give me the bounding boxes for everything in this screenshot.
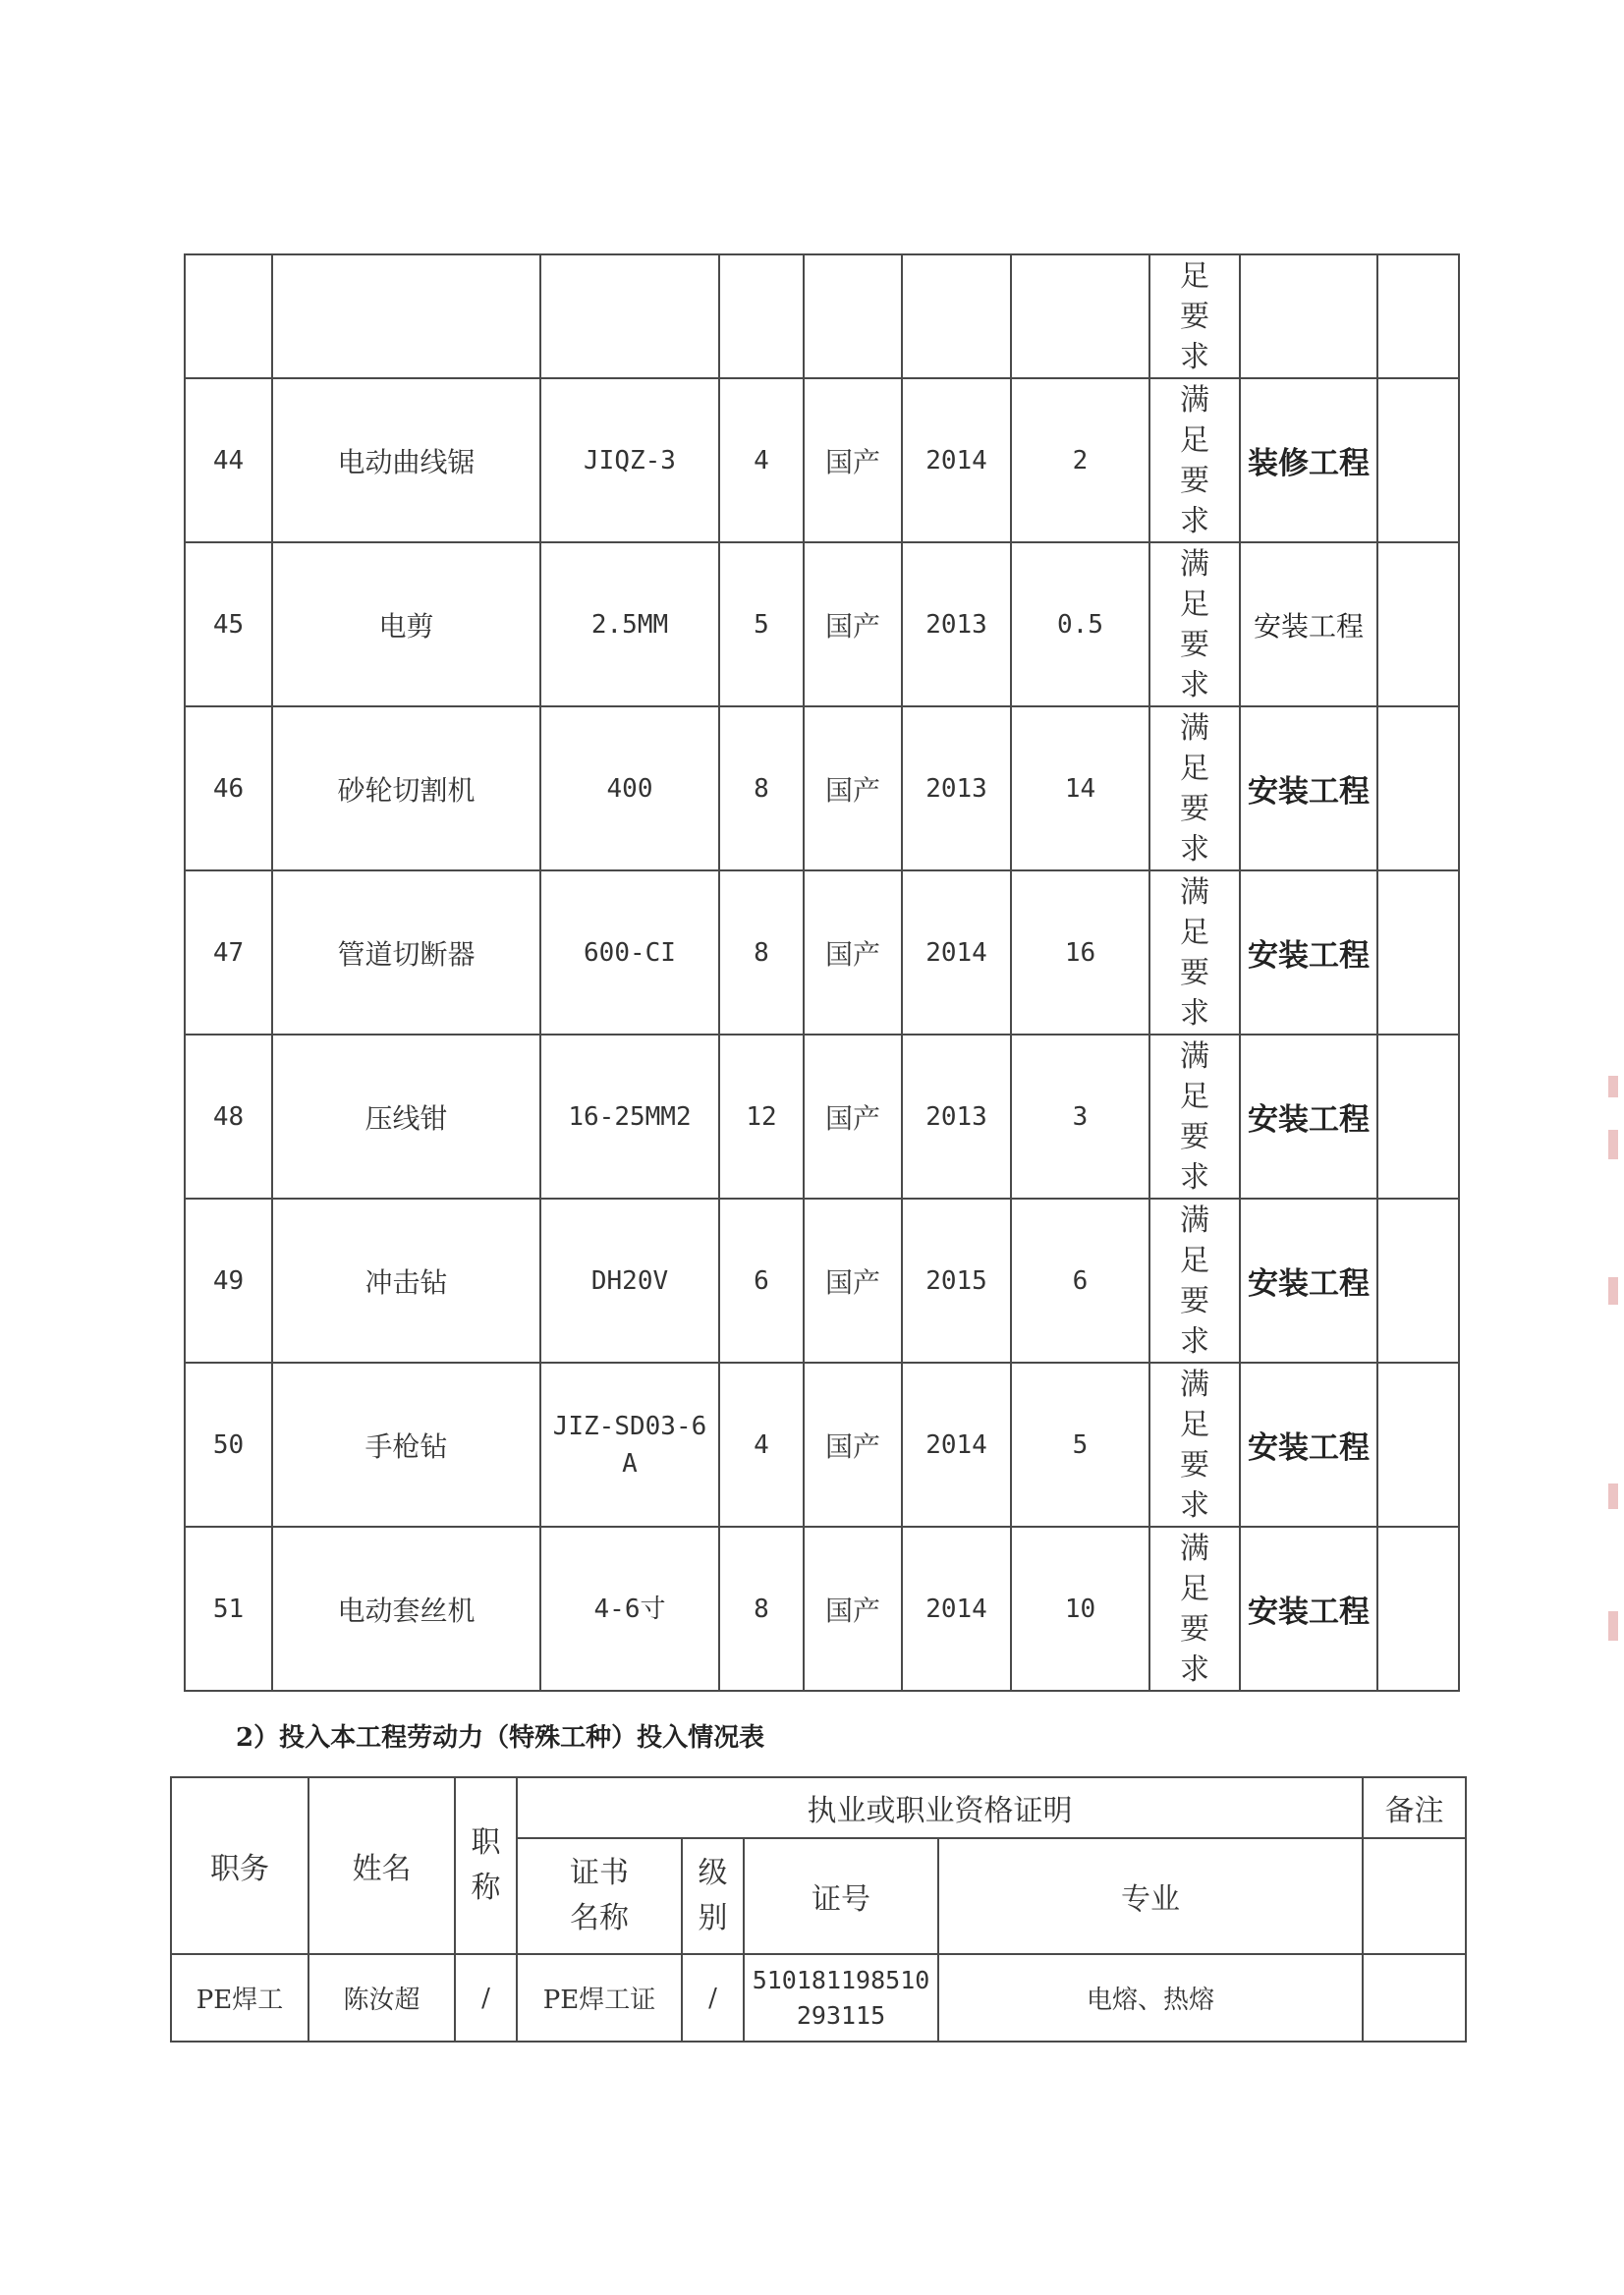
cell-empty [1011, 254, 1149, 378]
cell-usage: 安装工程 [1240, 1363, 1377, 1527]
cell-title: / [455, 1954, 517, 2042]
cell-empty [804, 254, 902, 378]
cell-qty: 6 [719, 1199, 804, 1363]
header-remarks: 备注 [1363, 1777, 1466, 1838]
cell-remarks [1377, 542, 1459, 706]
cell-origin: 国产 [804, 870, 902, 1035]
cell-year: 2014 [902, 870, 1011, 1035]
header-name: 姓名 [308, 1777, 455, 1954]
cell-position: PE焊工 [171, 1954, 308, 2042]
cell-power: 5 [1011, 1363, 1149, 1527]
cell-remarks [1377, 1035, 1459, 1199]
cell-model [540, 1199, 719, 1363]
cell-power: 2 [1011, 378, 1149, 542]
status-text: 足要求 [1180, 258, 1209, 374]
cell-usage: 安装工程 [1240, 706, 1377, 870]
cell-origin: 国产 [804, 706, 902, 870]
cell-qty: 4 [719, 1363, 804, 1527]
header-level-text: 级别 [698, 1856, 728, 1935]
cell-level: / [682, 1954, 744, 2042]
cell-empty [902, 254, 1011, 378]
header-cert-name [517, 1838, 682, 1954]
cell-origin: 国产 [804, 1035, 902, 1199]
cell-remarks [1377, 1363, 1459, 1527]
cell-no: 50 [185, 1363, 272, 1527]
model-text: DH20V [590, 1265, 669, 1296]
labor-section-title: 2）投入本工程劳动力（特殊工种）投入情况表 [236, 1723, 765, 1753]
header-position: 职务 [171, 1777, 308, 1954]
edge-stamp-mark [1608, 1483, 1618, 1509]
model-text: JIQZ-3 [584, 445, 676, 476]
header-title [455, 1777, 517, 1954]
cell-no: 44 [185, 378, 272, 542]
status-text: 满足要求 [1180, 382, 1209, 538]
edge-stamp-mark [1608, 1076, 1618, 1097]
cell-origin: 国产 [804, 542, 902, 706]
header-cert-name-text: 证书名称 [570, 1856, 629, 1935]
cell-remarks [1377, 1527, 1459, 1691]
cell-no: 48 [185, 1035, 272, 1199]
cell-qty: 8 [719, 1527, 804, 1691]
cell-year: 2014 [902, 1363, 1011, 1527]
model-text: 4-6寸 [593, 1594, 666, 1624]
cell-status [1149, 254, 1240, 378]
cell-qty: 8 [719, 706, 804, 870]
cell-no: 49 [185, 1199, 272, 1363]
table-row [185, 1199, 1459, 1363]
cell-year: 2013 [902, 706, 1011, 870]
cell-specialty: 电熔、热熔 [938, 1954, 1363, 2042]
cell-name: 手枪钻 [272, 1363, 540, 1527]
header-cert-no: 证号 [744, 1838, 938, 1954]
cell-power: 16 [1011, 870, 1149, 1035]
cell-origin: 国产 [804, 1363, 902, 1527]
cell-status [1149, 1199, 1240, 1363]
cell-empty [272, 254, 540, 378]
cell-qty: 5 [719, 542, 804, 706]
cell-status [1149, 378, 1240, 542]
cell-usage: 安装工程 [1240, 870, 1377, 1035]
table-row-continued [185, 254, 1459, 378]
table-row [185, 1363, 1459, 1527]
table-row [185, 870, 1459, 1035]
cell-status [1149, 542, 1240, 706]
cell-qty: 8 [719, 870, 804, 1035]
cell-cert-name: PE焊工证 [517, 1954, 682, 2042]
cell-model [540, 1035, 719, 1199]
cell-model [540, 1363, 719, 1527]
cell-no: 51 [185, 1527, 272, 1691]
header-level [682, 1838, 744, 1954]
cell-year: 2014 [902, 1527, 1011, 1691]
status-text: 满足要求 [1180, 1203, 1209, 1359]
cell-model [540, 378, 719, 542]
cell-empty [1377, 254, 1459, 378]
model-text: 2.5MM [590, 609, 669, 640]
edge-stamp-mark [1608, 1277, 1618, 1305]
cell-usage: 安装工程 [1240, 1035, 1377, 1199]
cell-usage: 安装工程 [1240, 1527, 1377, 1691]
cell-usage: 安装工程 [1240, 1199, 1377, 1363]
cell-status [1149, 870, 1240, 1035]
cell-name: 陈汝超 [308, 1954, 455, 2042]
cell-usage: 装修工程 [1240, 378, 1377, 542]
cell-model [540, 706, 719, 870]
cell-model [540, 542, 719, 706]
cell-year: 2013 [902, 1035, 1011, 1199]
cell-name: 电剪 [272, 542, 540, 706]
cell-origin: 国产 [804, 1527, 902, 1691]
labor-table [170, 1776, 1467, 2043]
cell-year: 2015 [902, 1199, 1011, 1363]
cell-name: 电动曲线锯 [272, 378, 540, 542]
table-row [171, 1954, 1466, 2042]
cell-power: 14 [1011, 706, 1149, 870]
cell-empty [540, 254, 719, 378]
cell-cert-no-text: 510181198510293115 [752, 1965, 930, 2030]
model-text: 16-25MM2 [568, 1101, 692, 1132]
table-row [185, 1035, 1459, 1199]
cell-empty [1240, 254, 1377, 378]
cell-year: 2013 [902, 542, 1011, 706]
equipment-table [184, 253, 1460, 1692]
cell-no: 47 [185, 870, 272, 1035]
cell-empty [719, 254, 804, 378]
cell-remarks [1377, 1199, 1459, 1363]
status-text: 满足要求 [1180, 874, 1209, 1031]
cell-status [1149, 1363, 1240, 1527]
table-row [185, 706, 1459, 870]
cell-status [1149, 706, 1240, 870]
cell-name: 压线钳 [272, 1035, 540, 1199]
cell-qty: 4 [719, 378, 804, 542]
cell-status [1149, 1035, 1240, 1199]
cell-model [540, 870, 719, 1035]
status-text: 满足要求 [1180, 1367, 1209, 1523]
cell-model [540, 1527, 719, 1691]
cell-remarks [1377, 870, 1459, 1035]
cell-year: 2014 [902, 378, 1011, 542]
cell-power: 6 [1011, 1199, 1149, 1363]
cell-remarks [1377, 706, 1459, 870]
header-title-text: 职称 [471, 1825, 501, 1905]
cell-name: 砂轮切割机 [272, 706, 540, 870]
cell-name: 电动套丝机 [272, 1527, 540, 1691]
header-remarks-sub [1363, 1838, 1466, 1954]
cell-remarks [1377, 378, 1459, 542]
cell-no: 45 [185, 542, 272, 706]
cell-status [1149, 1527, 1240, 1691]
cell-usage: 安装工程 [1240, 542, 1377, 706]
cell-origin: 国产 [804, 378, 902, 542]
cell-origin: 国产 [804, 1199, 902, 1363]
cell-power: 0.5 [1011, 542, 1149, 706]
model-text: 600-CI [584, 937, 676, 968]
status-text: 满足要求 [1180, 1531, 1209, 1687]
model-text: 400 [606, 773, 653, 804]
status-text: 满足要求 [1180, 546, 1209, 702]
table-row [185, 1527, 1459, 1691]
table-row [185, 542, 1459, 706]
cell-no: 46 [185, 706, 272, 870]
cell-cert-no [744, 1954, 938, 2042]
header-qualification: 执业或职业资格证明 [517, 1777, 1363, 1838]
header-specialty: 专业 [938, 1838, 1363, 1954]
status-text: 满足要求 [1180, 1038, 1209, 1195]
cell-power: 10 [1011, 1527, 1149, 1691]
edge-stamp-mark [1608, 1611, 1618, 1641]
status-text: 满足要求 [1180, 710, 1209, 867]
cell-name: 管道切断器 [272, 870, 540, 1035]
table-row [185, 378, 1459, 542]
cell-empty [185, 254, 272, 378]
model-text: JIZ-SD03-6A [552, 1411, 707, 1479]
cell-power: 3 [1011, 1035, 1149, 1199]
cell-remarks [1363, 1954, 1466, 2042]
cell-qty: 12 [719, 1035, 804, 1199]
edge-stamp-mark [1608, 1130, 1618, 1159]
cell-name: 冲击钻 [272, 1199, 540, 1363]
